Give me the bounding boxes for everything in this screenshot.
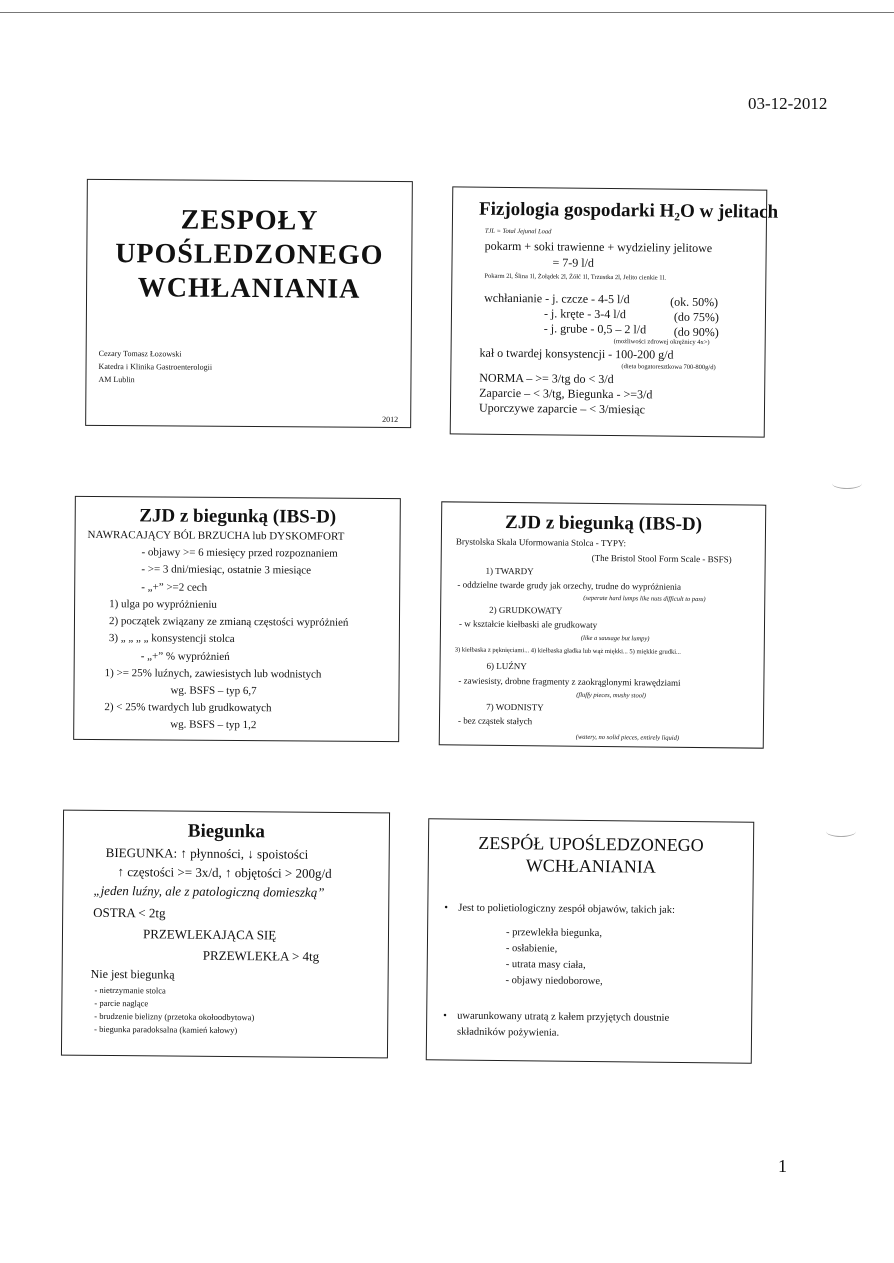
slide-heading: ZESPÓŁ UPOŚLEDZONEGO (478, 832, 704, 856)
slide-line: - >= 3 dni/miesiąc, ostatnie 3 miesiące (141, 563, 312, 577)
slide-line: - parcie naglące (94, 997, 149, 1009)
scan-artifact-mark (826, 826, 856, 837)
page-number: 1 (778, 1156, 787, 1176)
slide-line: 3) „ „ „ „ konsystencji stolca (108, 632, 235, 645)
slide-line: 1) ulga po wypróżnieniu (109, 598, 217, 611)
slide-heading: Fizjologia gospodarki H₂O w jelitach (478, 198, 779, 223)
slide-heading: ZJD z biegunką (IBS-D) (505, 511, 703, 536)
slide-year: 2012 (382, 414, 399, 425)
slide-line: PRZEWLEKŁA > 4tg (202, 947, 320, 964)
scan-artifact-mark (832, 478, 862, 489)
slide-line: - bez cząstek stałych (457, 715, 533, 727)
scan-edge-line (0, 12, 894, 13)
slide-title-line: UPOŚLEDZONEGO (115, 238, 384, 271)
slide-line: wg. BSFS – typ 6,7 (170, 684, 257, 698)
list-item: - przewlekła biegunka, (506, 927, 603, 940)
slide-ibs-d-criteria (73, 496, 401, 742)
slide-line: ↑ częstości >= 3x/d, ↑ objętości > 200g/d (117, 864, 332, 881)
slide-line: 1) TWARDY (485, 565, 534, 577)
slide-line: (ok. 50%) (670, 294, 719, 310)
slide-title (85, 179, 413, 428)
slide-line: (seperate hard lumps like nuts difficult to pass) (583, 594, 706, 604)
slide-title-line: WCHŁANIANIA (137, 272, 361, 305)
slide-line: = 7-9 l/d (552, 255, 595, 270)
slide-line: (watery, no solid pieces, entirely liquid) (575, 733, 680, 742)
slide-line: Brystolska Skala Uformowania Stolca - TYPY: (455, 536, 627, 549)
slide-line: 2) GRUDKOWATY (489, 604, 563, 616)
slide-line: Zaparcie – < 3/tg, Biegunka - >=3/d (479, 385, 653, 402)
slide-line: PRZEWLEKAJĄCA SIĘ (142, 926, 277, 943)
slide-line: (możliwości zdrowej okrężnicy 4x>) (613, 338, 710, 347)
slide-line: - „+” % wypróżnień (140, 650, 230, 663)
slide-line: NORMA – >= 3/tg do < 3/d (479, 370, 614, 387)
author-institution: AM Lublin (98, 374, 135, 385)
slide-line: TJL = Total Jejunal Load (484, 227, 552, 236)
bullet-item: • Jest to polietiologiczny zespół objawów, takich jak: (458, 904, 675, 917)
list-item: - utrata masy ciała, (505, 959, 586, 971)
slide-line: pokarm + soki trawienne + wydzieliny jelitowe (484, 238, 713, 256)
slide-line: (do 90%) (673, 324, 719, 340)
slide-line: 2) początek związany ze zmianą częstości wypróżnień (108, 615, 349, 629)
slide-line: - j. grube - 0,5 – 2 l/d (543, 321, 647, 337)
slide-line: (The Bristol Stool Form Scale - BSFS) (591, 552, 732, 565)
slide-diarrhea (61, 810, 390, 1059)
slide-heading: Biegunka (187, 820, 266, 843)
slide-water-physiology (450, 186, 779, 437)
slide-line: „jeden luźny, ale z patologiczną domieszką” (93, 882, 325, 900)
bullet-item: • uwarunkowany utratą z kałem przyjętych doustnie (457, 1012, 669, 1025)
slide-line: 7) WODNISTY (486, 701, 544, 713)
slide-line: NAWRACAJĄCY BÓL BRZUCHA lub DYSKOMFORT (87, 528, 345, 543)
author-name: Cezary Tomasz Łozowski (98, 348, 182, 359)
slide-malabsorption-definition (426, 818, 755, 1063)
slide-line: (do 75%) (673, 309, 720, 325)
slide-heading: ZJD z biegunką (IBS-D) (139, 505, 337, 528)
slide-line: wg. BSFS – typ 1,2 (170, 718, 257, 732)
bullet-item-continued: składników pożywienia. (456, 1026, 560, 1039)
slide-line: - w kształcie kiełbaski ale grudkowaty (458, 618, 598, 630)
slide-line: - nietrzymanie stolca (94, 984, 166, 996)
handout-date: 03-12-2012 (748, 94, 828, 113)
slide-line: - oddzielne twarde grudy jak orzechy, trudne do wypróżnienia (457, 579, 682, 592)
slide-line: (dieta bogatoresztkowa 700-800g/d) (621, 363, 716, 372)
slide-line: 3) kiełbaska z pęknięciami... 4) kiełbaska gładka lub wąż miękki... 5) miękkie grudki... (454, 646, 681, 656)
slide-line: - „+” >=2 cech (141, 581, 208, 594)
slide-line: 1) >= 25% luźnych, zawiesistych lub wodnistych (104, 667, 322, 681)
slide-line: (fluffy pieces, mushy stool) (576, 691, 646, 700)
slide-heading: WCHŁANIANIA (525, 855, 656, 877)
slide-line: Pokarm 2l, Ślina 1l, Żołądek 2l, Żółć 1l, Trzustka 2l, Jelito cienkie 1l. (484, 272, 667, 282)
slide-line: Nie jest biegunką (90, 966, 175, 982)
author-department: Katedra i Klinika Gastroenterologii (98, 361, 213, 372)
slide-line: BIEGUNKA: ↑ płynności, ↓ spoistości (105, 844, 309, 862)
slide-line: wchłanianie - j. czcze - 4-5 l/d (484, 290, 630, 307)
list-item: - objawy niedoborowe, (505, 975, 603, 988)
slide-line: - objawy >= 6 miesięcy przed rozpoznaniem (141, 546, 338, 560)
slide-line: - biegunka paradoksalna (kamień kałowy) (94, 1023, 238, 1036)
slide-line: (like a sausage but lumpy) (580, 634, 650, 643)
slide-line: Uporczywe zaparcie – < 3/miesiąc (478, 400, 646, 417)
slide-line: - brudzenie bielizny (przetoka okołoodbytowa) (94, 1010, 255, 1023)
slide-line: - j. kręte - 3-4 l/d (543, 306, 627, 322)
slide-line: - zawiesisty, drobne fragmenty z zaokrąglonymi krawędziami (458, 675, 681, 688)
slide-bristol-scale (439, 501, 767, 748)
slide-line: 6) LUŹNY (486, 660, 527, 672)
slide-title-line: ZESPOŁY (180, 204, 319, 237)
slide-line: kał o twardej konsystencji - 100-200 g/d (479, 345, 674, 362)
slide-line: 2) < 25% twardych lub grudkowatych (104, 701, 272, 715)
list-item: - osłabienie, (505, 943, 558, 955)
slide-line: OSTRA < 2tg (93, 904, 166, 921)
